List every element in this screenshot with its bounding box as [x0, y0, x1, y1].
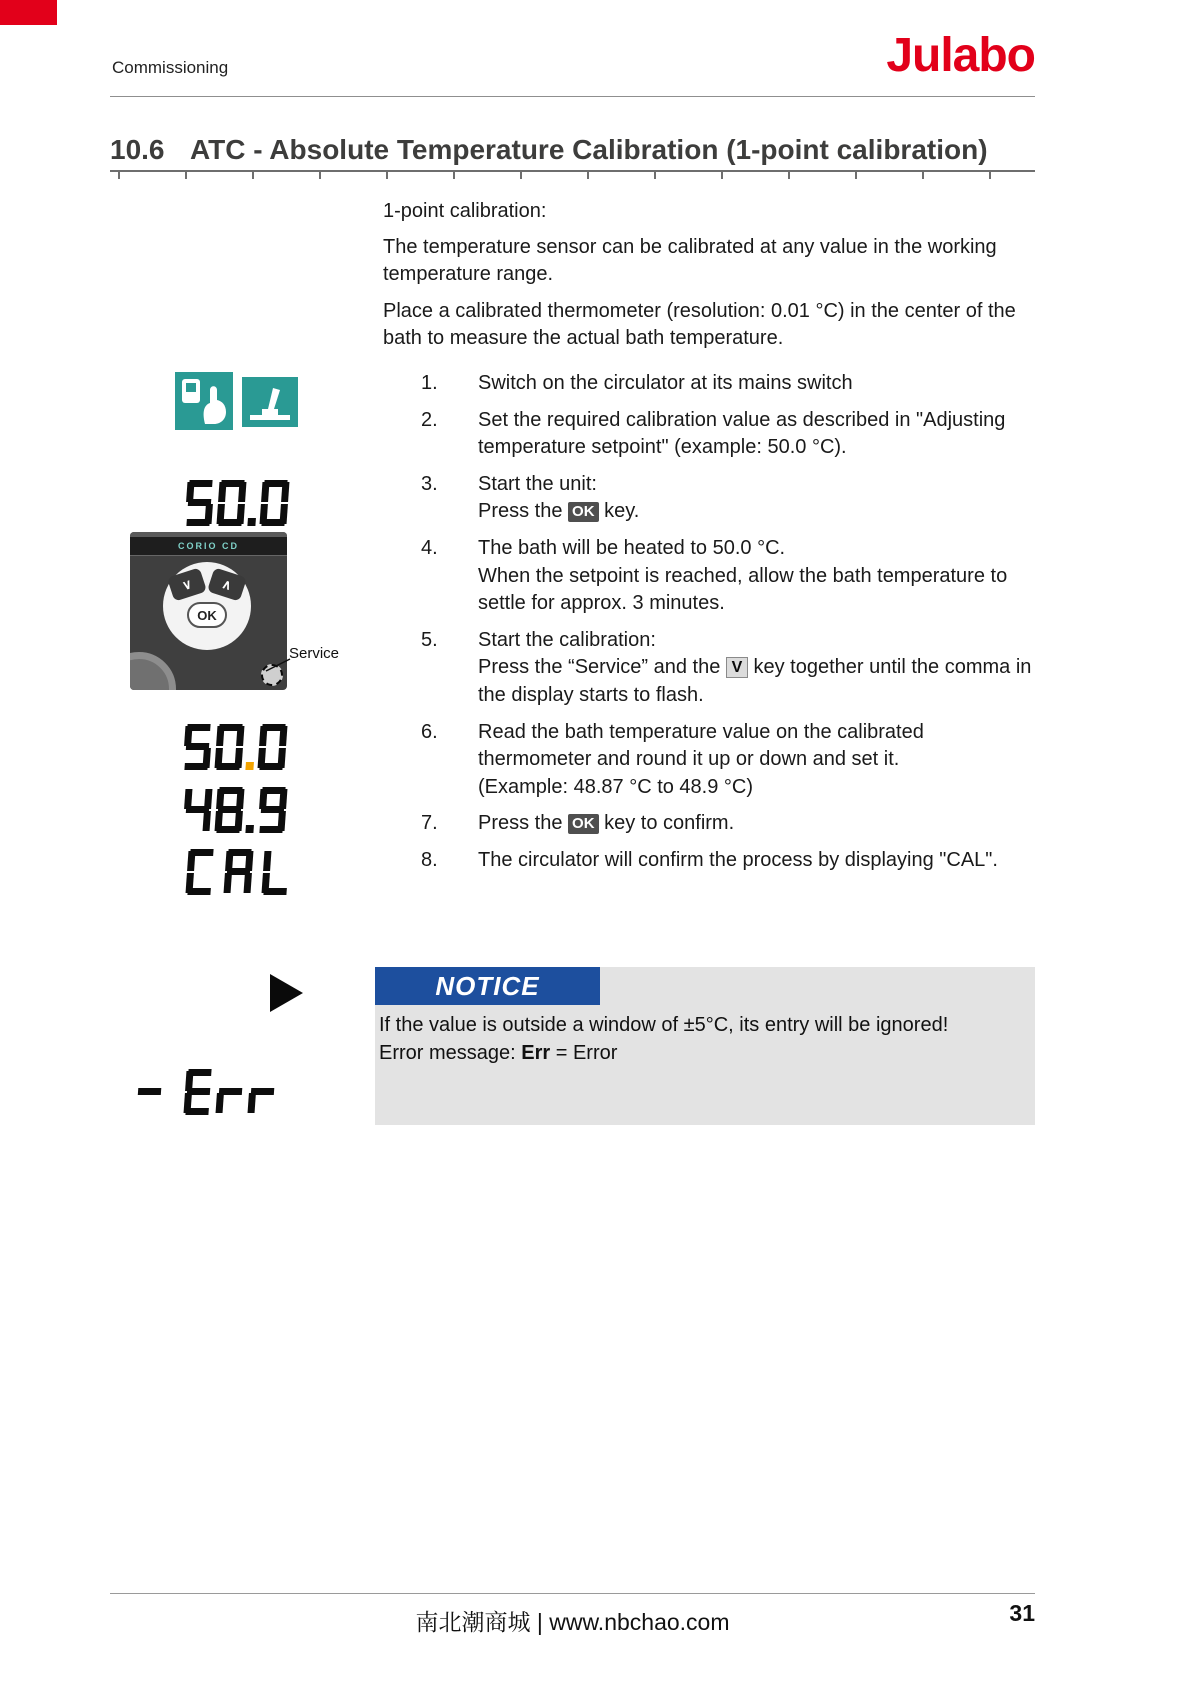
intro-line-1: 1-point calibration:	[383, 200, 547, 222]
julabo-logo: Julabo	[886, 29, 1035, 82]
up-arrow-key	[207, 567, 247, 601]
step-4	[383, 535, 1037, 618]
step-text	[478, 627, 1037, 710]
press-suffix: key together until the comma in the display starts to flash.	[478, 656, 1032, 706]
step-text: Set the required calibration value as described in "Adjusting temperature setpoint" (example: 50.0 °C).	[478, 408, 1006, 459]
ok-button: OK	[187, 602, 227, 628]
notice-line2-errcode: Err	[521, 1042, 551, 1064]
hand-switch-glyph	[175, 372, 233, 430]
step-3	[383, 471, 1037, 526]
mains-lever-glyph	[243, 379, 297, 425]
step-number: 3.	[421, 472, 438, 495]
intro-paragraphs	[383, 198, 1037, 361]
display-error	[134, 1069, 277, 1115]
down-key-icon: V	[726, 657, 748, 678]
step-number: 6.	[421, 720, 438, 743]
step-7	[383, 810, 1037, 838]
down-arrow-glyph: ∨	[179, 575, 194, 593]
step-2	[383, 407, 1037, 462]
footer-divider	[110, 1593, 1035, 1594]
step-5	[383, 627, 1037, 710]
notice-box	[375, 967, 1035, 1125]
ok-key-icon: OK	[568, 814, 599, 834]
step-text: The circulator will confirm the process by displaying "CAL".	[478, 848, 998, 871]
step-1	[383, 370, 1037, 398]
pump-knob	[130, 652, 176, 690]
instruction-steps	[383, 370, 1037, 884]
press-prefix: Press the	[478, 812, 563, 835]
step-number: 8.	[421, 848, 438, 871]
step-line	[478, 654, 1037, 709]
step-text	[478, 471, 1037, 526]
corner-marker	[0, 0, 57, 25]
display-setpoint-50-0	[184, 480, 289, 526]
notice-line-1: If the value is outside a window of ±5°C, its entry will be ignored!	[379, 1014, 949, 1036]
display-rounded-value-48-9	[182, 787, 287, 833]
panel-brand-bar	[130, 537, 287, 556]
step-line: (Example: 48.87 °C to 48.9 °C)	[478, 775, 754, 798]
display-setpoint-flashing-comma	[182, 724, 287, 770]
step-text	[478, 810, 1037, 838]
step-8	[383, 847, 1037, 875]
step-number: 5.	[421, 628, 438, 651]
service-pointer-line	[260, 656, 292, 678]
press-suffix: key to confirm.	[604, 812, 735, 835]
section-number: 10.6	[110, 134, 165, 165]
mains-switch-pictograms	[175, 372, 298, 430]
step-line: Start the unit:	[478, 472, 597, 495]
footer-page-number: 31	[1009, 1600, 1035, 1626]
mains-lever-icon	[242, 377, 298, 427]
step-line: The bath will be heated to 50.0 °C.	[478, 536, 786, 559]
step-6	[383, 719, 1037, 802]
service-label: Service	[289, 645, 340, 662]
step-number: 4.	[421, 536, 438, 559]
notice-text	[379, 1011, 1019, 1067]
step-line: When the setpoint is reached, allow the bath temperature to settle for approx. 3 minutes.	[478, 564, 1008, 615]
panel-brand-text: CORIO CD	[178, 541, 239, 551]
intro-line-3: Place a calibrated thermometer (resolution: 0.01 °C) in the center of the bath to measure the actual bath temperature.	[383, 299, 1016, 349]
control-pad	[163, 562, 251, 650]
heading-tickmarks	[118, 172, 1030, 179]
step-line: Start the calibration:	[478, 628, 656, 651]
down-arrow-key	[167, 567, 207, 601]
step-number: 1.	[421, 372, 438, 394]
press-suffix: key.	[604, 500, 640, 523]
notice-line-2	[379, 1039, 1019, 1067]
notice-title: NOTICE	[435, 970, 540, 1001]
intro-line-2: The temperature sensor can be calibrated at any value in the working temperature range.	[383, 236, 997, 286]
step-line	[478, 498, 1037, 526]
header-divider	[110, 96, 1035, 97]
step-line: Read the bath temperature value on the calibrated thermometer and round it up or down and set it.	[478, 720, 924, 771]
notice-title-bar	[375, 967, 600, 1005]
notice-line2-prefix: Error message:	[379, 1042, 522, 1064]
footer-site-text: 南北潮商城 | www.nbchao.com	[415, 1609, 730, 1635]
up-arrow-glyph: ∧	[220, 575, 234, 593]
notice-pointer-triangle	[270, 974, 303, 1012]
ok-key-icon: OK	[568, 502, 599, 522]
section-title: ATC - Absolute Temperature Calibration (1-point calibration)	[190, 134, 988, 165]
notice-line2-suffix: = Error	[550, 1042, 618, 1064]
step-text	[478, 535, 1037, 618]
press-prefix: Press the	[478, 500, 563, 523]
step-number: 2.	[421, 408, 438, 431]
display-cal	[185, 849, 291, 895]
section-heading	[110, 134, 1035, 166]
press-prefix: Press the “Service” and the	[478, 656, 721, 679]
step-text: Switch on the circulator at its mains switch	[478, 372, 853, 394]
step-number: 7.	[421, 812, 438, 835]
hand-switch-icon	[175, 372, 233, 430]
header-section-label: Commissioning	[112, 58, 229, 77]
step-text	[478, 719, 1037, 802]
